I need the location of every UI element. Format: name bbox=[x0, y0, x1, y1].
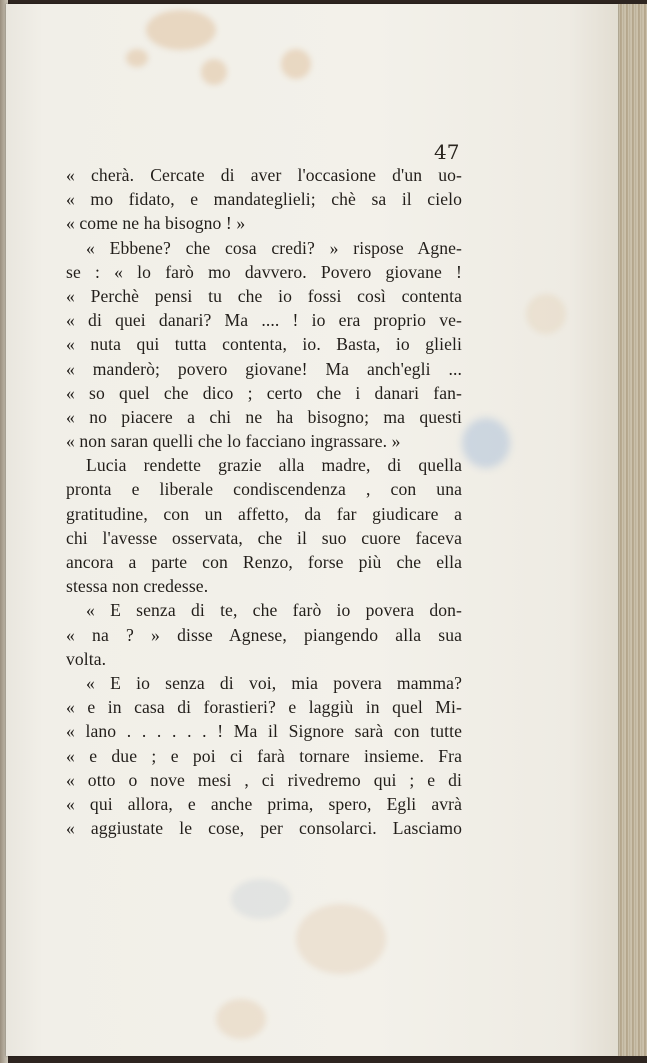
text-line: « cherà. Cercate di aver l'occasione d'un uo- bbox=[66, 165, 462, 185]
foxing-stain bbox=[201, 59, 227, 85]
text-line: ancora a parte con Renzo, forse più che ella bbox=[66, 552, 462, 572]
text-line: « lano . . . . . . ! Ma il Signore sarà con tutte bbox=[66, 721, 462, 742]
text-line: « e due ; e poi ci farà tornare insieme. Fra bbox=[66, 745, 462, 766]
text-line: volta. bbox=[66, 648, 107, 669]
foxing-stain bbox=[296, 904, 386, 974]
text-line: gratitudine, con un affetto, da far giudicare a bbox=[66, 503, 462, 524]
foxing-stain bbox=[231, 879, 291, 919]
text-line: pronta e liberale condiscendenza , con una bbox=[66, 479, 462, 500]
foxing-stain bbox=[146, 10, 216, 50]
text-line: « E io senza di voi, mia povera mamma? bbox=[86, 672, 462, 693]
text-line: « non saran quelli che lo facciano ingrassare. » bbox=[66, 431, 401, 452]
foxing-stain bbox=[281, 49, 311, 79]
text-line: se : « lo farò mo davvero. Povero giovane ! bbox=[66, 261, 462, 282]
text-line: « come ne ha bisogno ! » bbox=[66, 213, 246, 234]
text-line: « Ebbene? che cosa credi? » rispose Agne- bbox=[86, 237, 462, 258]
text-line: « no piacere a chi ne ha bisogno; ma questi bbox=[66, 406, 462, 427]
text-line: « aggiustate le cose, per consolarci. Lasciamo bbox=[66, 818, 462, 839]
text-line: Lucia rendette grazie alla madre, di quella bbox=[86, 455, 462, 476]
foxing-stain bbox=[126, 49, 148, 67]
text-line: « otto o nove mesi , ci rivedremo qui ; e di bbox=[66, 769, 462, 790]
text-line: « E senza di te, che farò io povera don- bbox=[86, 600, 462, 621]
body-text bbox=[66, 163, 462, 840]
text-line: « na ? » disse Agnese, piangendo alla sua bbox=[66, 624, 462, 645]
text-line: « nuta qui tutta contenta, io. Basta, io glieli bbox=[66, 334, 462, 355]
text-line: « mo fidato, e mandateglieli; chè sa il cielo bbox=[66, 189, 462, 210]
text-line: « di quei danari? Ma .... ! io era proprio ve- bbox=[66, 310, 462, 331]
text-line: stessa non credesse. bbox=[66, 576, 209, 597]
text-line: « e in casa di forastieri? e laggiù in quel Mi- bbox=[66, 697, 462, 718]
page-edges bbox=[616, 4, 647, 1056]
text-line: « so quel che dico ; certo che i danari fan- bbox=[66, 382, 462, 403]
text-line: « qui allora, e anche prima, spero, Egli avrà bbox=[66, 793, 462, 814]
text-line: « manderò; povero giovane! Ma anch'egli ... bbox=[66, 358, 462, 379]
ink-stain bbox=[462, 418, 510, 468]
text-line: chi l'avesse osservata, che il suo cuore faceva bbox=[66, 527, 462, 548]
foxing-stain bbox=[216, 999, 266, 1039]
foxing-stain bbox=[526, 294, 566, 334]
text-line: « Perchè pensi tu che io fossi così contenta bbox=[66, 285, 462, 306]
page-number: 47 bbox=[434, 140, 460, 164]
